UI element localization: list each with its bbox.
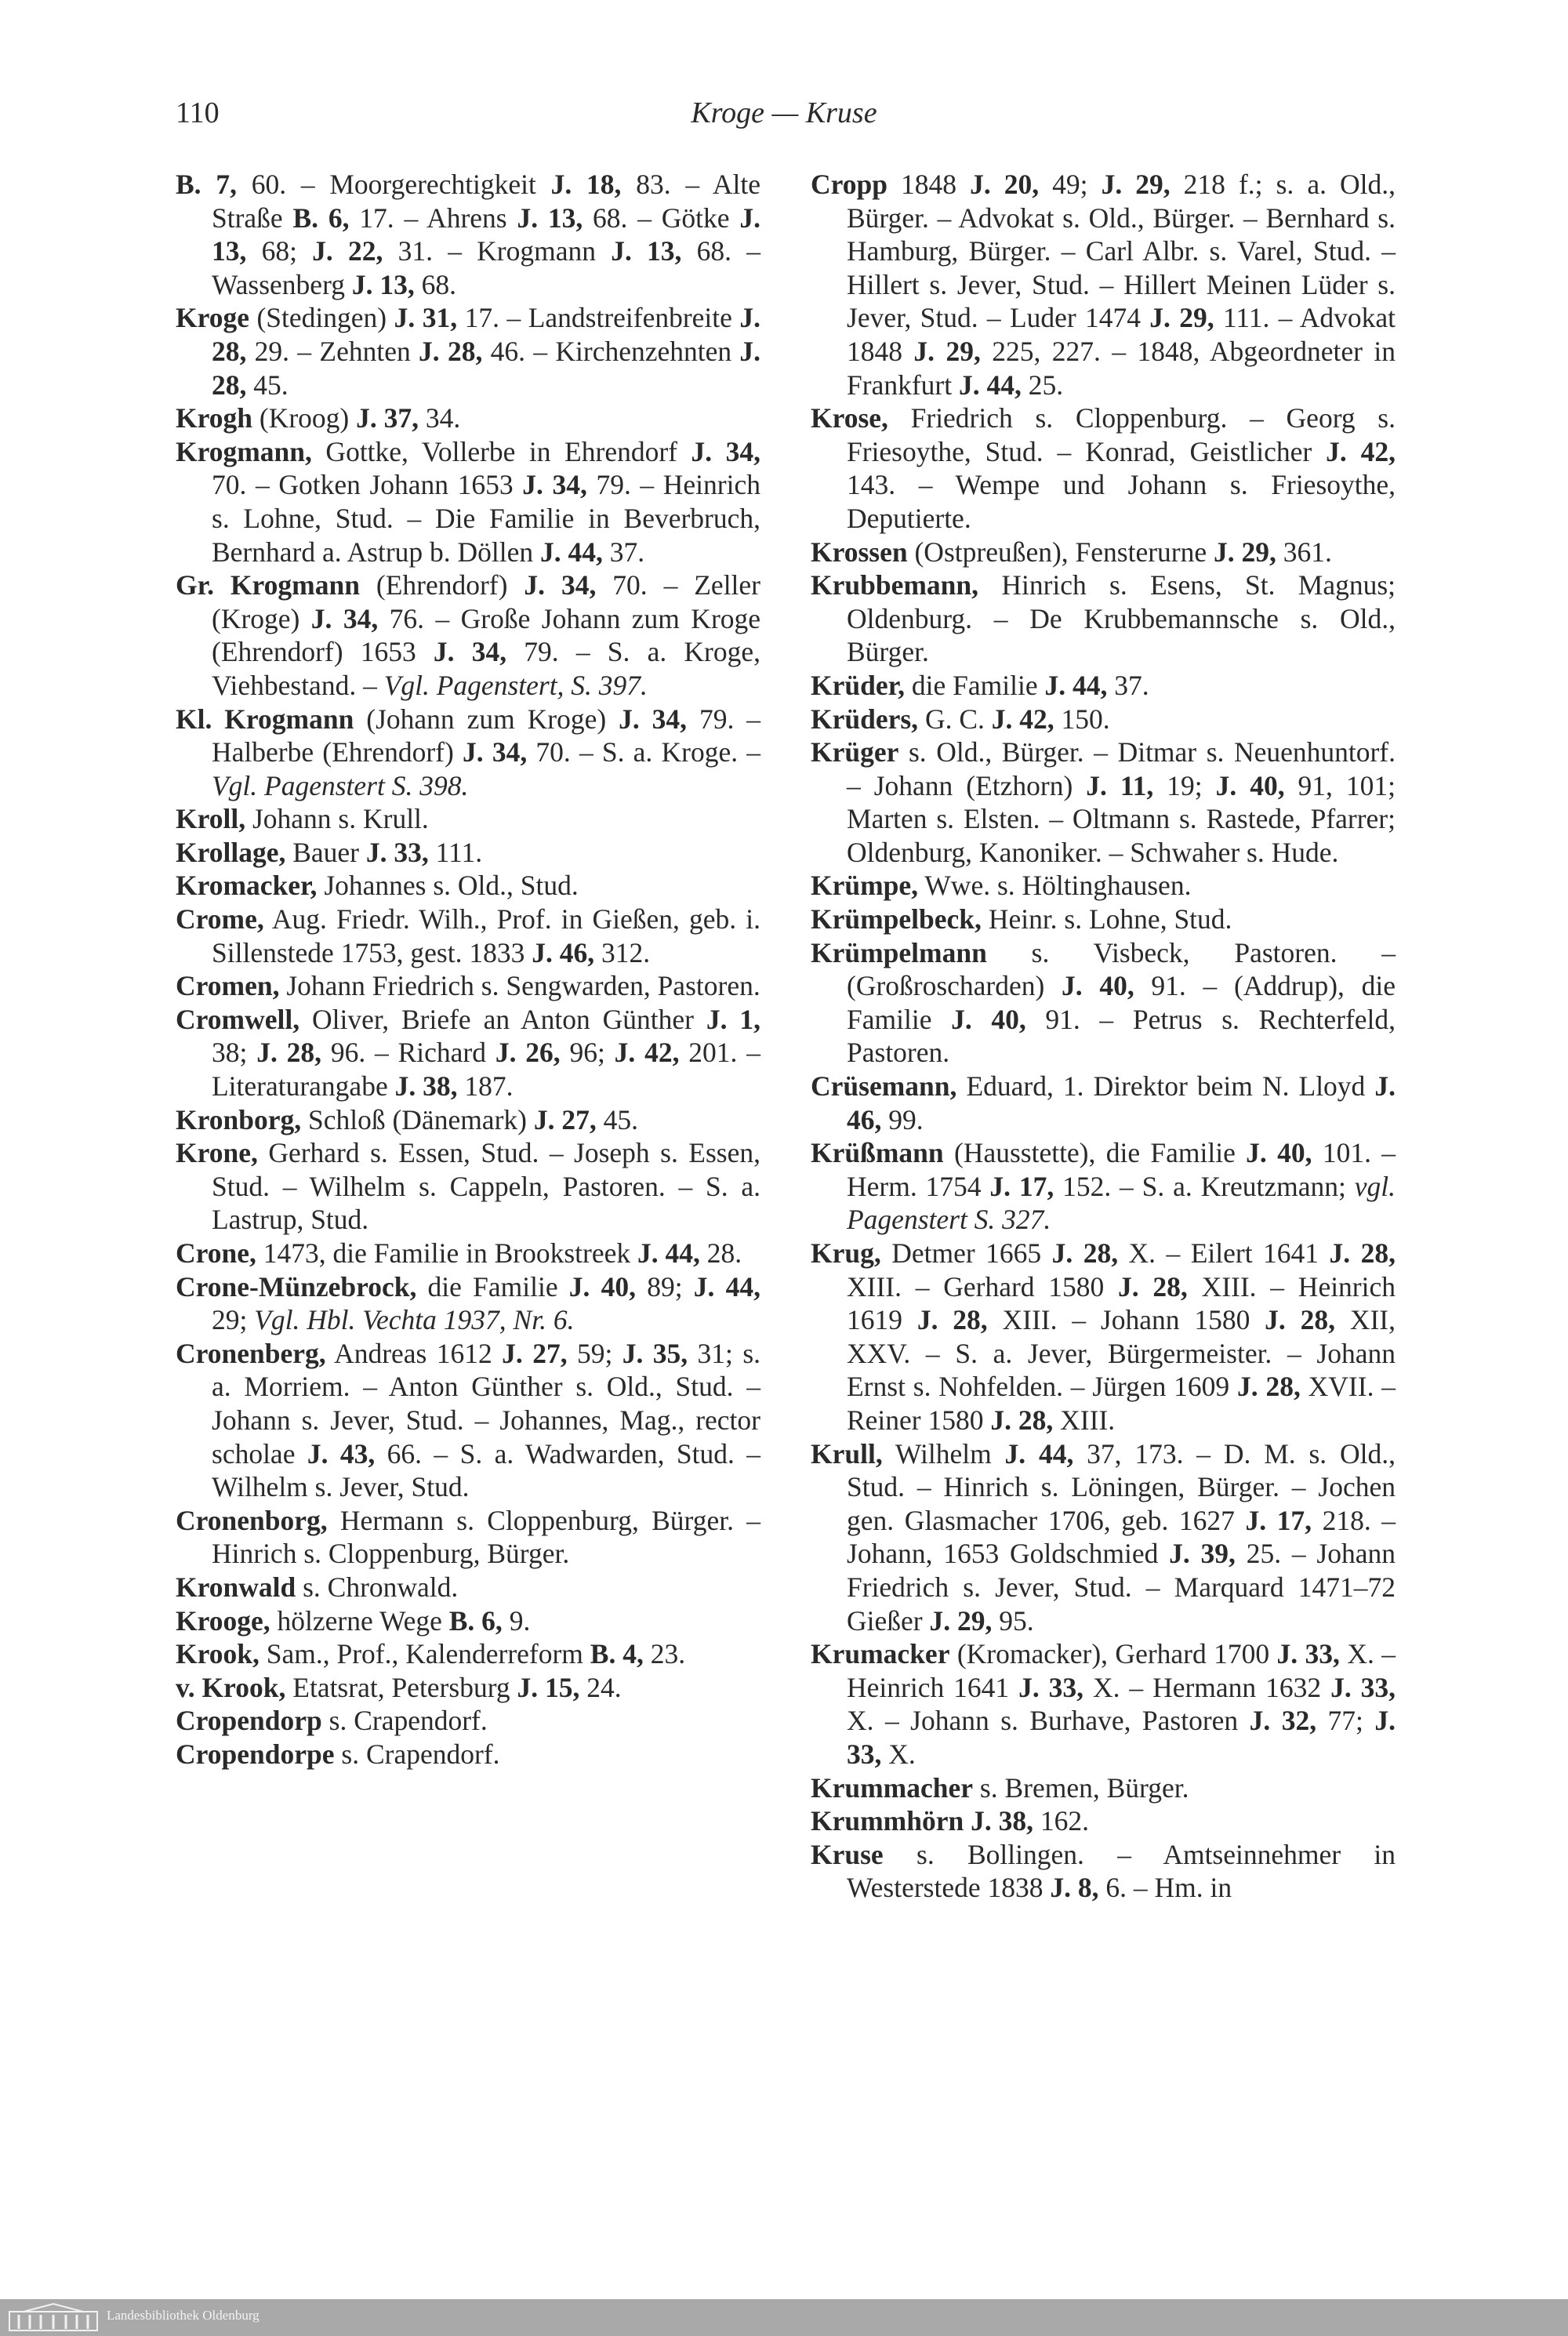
entry-text: XII, XXV. – S. a. Jever, Bürgermeister. – Johann Ernst s. Nohfelden. – Jürgen 1609 <box>847 1304 1396 1403</box>
entry-keyword: J. 46, <box>847 1070 1396 1135</box>
index-entry <box>811 903 1396 936</box>
entry-keyword: J. 40, <box>1215 769 1285 801</box>
entry-text: 218. – Johann, 1653 Goldschmied <box>847 1504 1396 1570</box>
entry-text: Gerhard s. Essen, Stud. – Joseph s. Essen, Stud. – Wilhelm s. Cappeln, Pastoren. – S. a. Lastrup, Stud. <box>212 1137 760 1236</box>
index-column-left <box>176 168 760 1771</box>
index-entry <box>176 435 760 569</box>
entry-keyword: J. 20, <box>970 169 1040 200</box>
entry-keyword: Krossen <box>811 536 908 568</box>
entry-text: 31. – Krogmann <box>383 235 612 267</box>
entry-keyword: J. 28, <box>212 335 761 401</box>
entry-keyword: J. 28, <box>256 1037 322 1069</box>
entry-keyword: Kronborg, <box>176 1103 302 1135</box>
entry-text: 34. <box>418 402 461 434</box>
index-entry <box>176 401 760 435</box>
entry-text: 150. <box>1054 703 1110 735</box>
entry-keyword: Kruse <box>811 1838 884 1870</box>
entry-keyword: J. 42, <box>614 1037 680 1069</box>
entry-keyword: Crüsemann, <box>811 1070 957 1103</box>
index-entry <box>811 1637 1396 1771</box>
entry-text: 68. – Götke <box>583 202 740 234</box>
index-entry <box>176 1003 760 1103</box>
entry-text: Hinrich s. Esens, St. Magnus; Oldenburg. – De Krubbemannsche s. Old., Bürger. <box>847 569 1396 668</box>
entry-text: 45. <box>246 369 289 401</box>
entry-keyword: B. 4, <box>590 1638 644 1670</box>
entry-keyword: B. 6, <box>448 1604 503 1637</box>
entry-keyword: Krook, <box>176 1638 260 1670</box>
entry-text: 79. – S. a. Kroge, Viehbestand. – <box>212 636 760 701</box>
entry-keyword: Cropp <box>811 169 887 200</box>
index-entry <box>811 1804 1396 1838</box>
entry-keyword: Krümpe, <box>811 870 919 902</box>
entry-text: 37. <box>602 536 645 568</box>
entry-text: 9. <box>502 1604 531 1637</box>
entry-text: 101. – Herm. 1754 <box>847 1137 1396 1202</box>
entry-keyword: J. 33, <box>847 1705 1396 1770</box>
entry-text: 68. – Wassenberg <box>212 235 760 300</box>
entry-text: 162. <box>1033 1805 1089 1837</box>
entry-keyword: J. 42, <box>991 703 1054 735</box>
entry-keyword: J. 28, <box>419 335 483 367</box>
index-entry <box>176 1136 760 1237</box>
page-number: 110 <box>176 96 220 129</box>
entry-text: G. C. <box>918 703 992 735</box>
entry-keyword: J. 40, <box>1246 1137 1312 1169</box>
entry-keyword: Cropendorp <box>176 1705 322 1737</box>
entry-keyword: J. 15, <box>517 1671 580 1703</box>
index-entry <box>176 569 760 702</box>
entry-keyword: J. 13, <box>351 268 415 300</box>
index-entry <box>176 1637 760 1671</box>
entry-text: 68; <box>246 235 313 267</box>
entry-keyword: J. 34, <box>522 469 587 501</box>
entry-text: 17. – Landstreifenbreite <box>457 302 740 334</box>
entry-keyword: J. 28, <box>1051 1237 1119 1269</box>
entry-keyword: J. 26, <box>495 1037 561 1069</box>
entry-keyword: J. 29, <box>1149 302 1214 334</box>
entry-keyword: Krüders, <box>811 703 919 735</box>
entry-keyword: J. 33, <box>1018 1671 1084 1703</box>
entry-keyword: J. 44, <box>1044 669 1108 701</box>
running-head: Kroge — Kruse <box>691 96 877 129</box>
entry-text: Wwe. s. Höltinghausen. <box>918 870 1192 902</box>
entry-keyword: J. 44, <box>540 536 603 568</box>
entry-text: 89; <box>636 1270 694 1302</box>
entry-keyword: Kl. Krogmann <box>176 703 354 735</box>
entry-keyword: Cromwell, <box>176 1003 300 1035</box>
entry-text: 60. – Moorgerechtigkeit <box>236 169 551 200</box>
entry-keyword: J. 28, <box>1329 1237 1396 1269</box>
entry-text: 79. – Heinrich s. Lohne, Stud. – Die Familie in Beverbruch, Bernhard a. Astrup b. Döllen <box>212 469 760 568</box>
entry-text: X. – Heinrich 1641 <box>847 1638 1396 1703</box>
entry-text: die Familie <box>905 669 1045 701</box>
entry-text: (Kromacker), Gerhard 1700 <box>949 1638 1277 1670</box>
index-entry <box>811 1838 1396 1905</box>
entry-keyword: J. 22, <box>312 235 383 267</box>
index-entry <box>811 1070 1396 1136</box>
index-entry <box>811 1136 1396 1237</box>
entry-text: Sam., Prof., Kalenderreform <box>259 1638 590 1670</box>
entry-text: 19; <box>1153 769 1216 801</box>
entry-keyword: J. 29, <box>929 1604 993 1637</box>
entry-keyword: Krümpelbeck, <box>811 903 982 935</box>
entry-keyword: J. 34, <box>310 602 379 634</box>
entry-keyword: J. 44, <box>1004 1437 1074 1470</box>
entry-keyword: v. Krook, <box>176 1671 286 1703</box>
entry-keyword: B. 7, <box>176 169 237 200</box>
entry-keyword: Krummacher <box>811 1771 974 1804</box>
entry-text: X. – Eilert 1641 <box>1118 1237 1330 1269</box>
index-entry <box>176 1571 760 1604</box>
entry-text: 70. – S. a. Kroge. – <box>527 736 761 768</box>
entry-text: s. Crapendorf. <box>334 1738 500 1770</box>
entry-text: 96. – Richard <box>321 1037 495 1069</box>
index-entry <box>176 903 760 969</box>
entry-reference-note: Vgl. Hbl. Vechta 1937, Nr. 6. <box>254 1304 575 1336</box>
entry-text: 70. – Zeller (Kroge) <box>212 569 760 634</box>
entry-keyword: J. 33, <box>1330 1671 1396 1703</box>
entry-text: X. – Johann s. Burhave, Pastoren <box>847 1705 1250 1737</box>
entry-text: 70. – Gotken Johann 1653 <box>212 469 523 501</box>
entry-keyword: J. 29, <box>913 335 981 367</box>
entry-text: 49; <box>1039 169 1102 200</box>
entry-keyword: J. 8, <box>1050 1872 1099 1904</box>
entry-text: Gottke, Vollerbe in Ehrendorf <box>311 435 691 467</box>
entry-text: XIII. – Heinrich 1619 <box>847 1270 1396 1336</box>
entry-text: 29; <box>212 1304 255 1336</box>
entry-text: 111. <box>428 836 483 868</box>
entry-keyword: J. 46, <box>532 936 595 968</box>
entry-keyword: Krug, <box>811 1237 881 1269</box>
entry-keyword: J. 33, <box>365 836 429 868</box>
entry-keyword: Cromen, <box>176 970 280 1002</box>
entry-text: s. Bremen, Bürger. <box>973 1771 1189 1804</box>
entry-text: 79. – Halberbe (Ehrendorf) <box>212 703 761 768</box>
entry-keyword: Cronenberg, <box>176 1337 326 1369</box>
index-entry <box>811 536 1396 569</box>
index-entry <box>811 1771 1396 1805</box>
index-entry <box>811 869 1396 903</box>
entry-keyword: J. 13, <box>517 202 583 234</box>
entry-text: 29. – Zehnten <box>246 335 419 367</box>
entry-keyword: Krull, <box>811 1437 883 1470</box>
entry-keyword: J. 34, <box>463 736 528 768</box>
entry-text: 143. – Wempe und Johann s. Friesoythe, Deputierte. <box>847 469 1396 534</box>
entry-text: 25. – Johann Friedrich s. Jever, Stud. – Marquard 1471–72 Gießer <box>847 1538 1396 1637</box>
index-entry <box>176 1604 760 1638</box>
footer-bar <box>0 2299 1568 2336</box>
index-entry <box>811 569 1396 669</box>
entry-text: X. – Hermann 1632 <box>1083 1671 1331 1703</box>
entry-text: hölzerne Wege <box>270 1604 449 1637</box>
index-entry <box>811 736 1396 869</box>
entry-keyword: J. 28, <box>990 1404 1054 1436</box>
entry-keyword: Krone, <box>176 1137 258 1169</box>
entry-keyword: Gr. Krogmann <box>176 569 360 601</box>
entry-keyword: J. 13, <box>611 235 682 267</box>
entry-keyword: J. 17, <box>1245 1504 1312 1536</box>
entry-text: 83. – Alte Straße <box>212 169 761 234</box>
entry-keyword: J. 40, <box>568 1270 636 1302</box>
entry-text: (Ehrendorf) <box>359 569 524 601</box>
index-entry <box>176 703 760 803</box>
entry-text: 91. – Petrus s. Rechterfeld, Pastoren. <box>847 1003 1396 1069</box>
entry-keyword: J. 33, <box>1276 1638 1340 1670</box>
entry-keyword: Krollage, <box>176 836 286 868</box>
entry-keyword: J. 28, <box>212 302 761 367</box>
entry-keyword: Krumacker <box>811 1638 950 1670</box>
entry-text: Hermann s. Cloppenburg, Bürger. – Hinrich s. Cloppenburg, Bürger. <box>212 1504 760 1570</box>
entry-keyword: Cropendorpe <box>176 1738 335 1770</box>
entry-keyword: J. 32, <box>1249 1705 1317 1737</box>
page-header <box>176 96 1392 143</box>
entry-text: (Kroog) <box>252 402 357 434</box>
index-entry <box>811 936 1396 1070</box>
entry-keyword: J. 31, <box>394 302 458 334</box>
entry-text: 218 f.; s. a. Old., Bürger. – Advokat s. Old., Bürger. – Bernhard s. Hamburg, Bürger. – Carl Albr. s. Varel, Stud. – Hillert s. Jever, Stud. – Hillert Meinen Lüder s. Jever, Stud. – Luder 1474 <box>847 169 1396 334</box>
entry-text: 312. <box>594 936 651 968</box>
index-entry <box>811 168 1396 401</box>
entry-keyword: J. 1, <box>706 1003 760 1035</box>
index-entry <box>176 1103 760 1137</box>
entry-text: 37, 173. – D. M. s. Old., Stud. – Hinrich s. Löningen, Bürger. – Jochen gen. Glasmacher 1706, geb. 1627 <box>847 1437 1396 1536</box>
entry-text: 187. <box>457 1070 514 1103</box>
entry-text: Detmer 1665 <box>880 1237 1052 1269</box>
entry-keyword: J. 34, <box>619 703 688 735</box>
entry-keyword: Krummhörn J. 38, <box>811 1805 1033 1837</box>
entry-keyword: J. 28, <box>1265 1304 1336 1336</box>
entry-keyword: J. 44, <box>637 1237 700 1269</box>
entry-keyword: J. 18, <box>550 169 622 200</box>
entry-keyword: J. 42, <box>1326 435 1396 467</box>
entry-text: 95. <box>992 1604 1034 1637</box>
index-entry <box>176 168 760 301</box>
entry-text: Johann Friedrich s. Sengwarden, Pastoren. <box>279 970 760 1002</box>
entry-text: 152. – S. a. Kreutzmann; <box>1054 1170 1355 1202</box>
entry-text: Johannes s. Old., Stud. <box>317 870 579 902</box>
entry-text: XVII. – Reiner 1580 <box>847 1371 1396 1436</box>
entry-text: X. <box>881 1738 916 1770</box>
entry-keyword: J. 28, <box>916 1304 988 1336</box>
index-entry <box>811 401 1396 535</box>
entry-text: s. Old., Bürger. – Ditmar s. Neuenhuntorf. – Johann (Etzhorn) <box>847 736 1396 801</box>
entry-keyword: J. 37, <box>356 402 419 434</box>
index-entry <box>176 301 760 401</box>
entry-text: 225, 227. – 1848, Abgeordneter in Frankfurt <box>847 335 1396 401</box>
entry-reference-note: vgl. Pagenstert S. 327. <box>847 1170 1396 1236</box>
entry-keyword: Krümpelmann <box>811 936 987 968</box>
entry-keyword: Kronwald <box>176 1571 296 1603</box>
entry-keyword: J. 40, <box>1062 970 1134 1002</box>
entry-keyword: J. 34, <box>433 636 507 668</box>
entry-keyword: Cronenborg, <box>176 1504 328 1536</box>
entry-keyword: Kromacker, <box>176 870 318 902</box>
entry-text: 46. – Kirchenzehnten <box>482 335 740 367</box>
entry-keyword: Crome, <box>176 903 264 935</box>
entry-text: 45. <box>596 1103 638 1135</box>
entry-text: 25. <box>1021 369 1064 401</box>
entry-keyword: J. 38, <box>394 1070 458 1103</box>
entry-keyword: Kroll, <box>176 803 246 835</box>
entry-keyword: Kroge <box>176 302 249 334</box>
index-entry <box>811 703 1396 736</box>
entry-keyword: Krüger <box>811 736 899 768</box>
entry-keyword: Krogmann, <box>176 435 312 467</box>
entry-text: Johann s. Krull. <box>245 803 429 835</box>
entry-keyword: J. 28, <box>1118 1270 1188 1302</box>
entry-keyword: Krose, <box>811 402 888 434</box>
entry-keyword: Krooge, <box>176 1604 270 1637</box>
index-entry <box>811 1437 1396 1638</box>
index-entry <box>176 1337 760 1504</box>
entry-text: Friedrich s. Cloppenburg. – Georg s. Friesoythe, Stud. – Konrad, Geistlicher <box>847 402 1396 467</box>
entry-keyword: J. 17, <box>989 1170 1054 1202</box>
entry-keyword: J. 40, <box>951 1003 1026 1035</box>
entry-keyword: Krüder, <box>811 669 905 701</box>
entry-text: Bauer <box>285 836 366 868</box>
entry-text: XIII. <box>1053 1404 1116 1436</box>
entry-keyword: J. 11, <box>1086 769 1154 801</box>
index-entry <box>176 1237 760 1270</box>
entry-text: 23. <box>643 1638 686 1670</box>
entry-text: Heinr. s. Lohne, Stud. <box>981 903 1232 935</box>
entry-text: 1848 <box>887 169 971 200</box>
index-entry <box>176 1738 760 1771</box>
index-entry <box>176 1504 760 1571</box>
entry-text: 6. – Hm. in <box>1098 1872 1232 1904</box>
index-entry <box>176 1270 760 1337</box>
entry-keyword: Krubbemann, <box>811 569 979 601</box>
index-entry <box>811 1237 1396 1437</box>
entry-keyword: Crone-Münzebrock, <box>176 1270 417 1302</box>
entry-text: 24. <box>579 1671 622 1703</box>
entry-text: Etatsrat, Petersburg <box>285 1671 517 1703</box>
entry-keyword: J. 34, <box>524 569 597 601</box>
entry-text: s. Visbeck, Pastoren. – (Großroscharden) <box>847 936 1396 1002</box>
entry-reference-note: Vgl. Pagenstert S. 398. <box>212 769 469 801</box>
entry-text: s. Bollingen. – Amtseinnehmer in Westerstede 1838 <box>847 1838 1396 1904</box>
entry-text: 111. – Advokat 1848 <box>847 302 1396 367</box>
entry-text: s. Chronwald. <box>296 1571 459 1603</box>
entry-text: (Ostpreußen), Fensterurne <box>907 536 1214 568</box>
entry-text: 38; <box>212 1037 257 1069</box>
entry-text: (Stedingen) <box>249 302 394 334</box>
entry-keyword: J. 27, <box>533 1103 597 1135</box>
entry-text: 91. – (Addrup), die Familie <box>847 970 1396 1035</box>
library-name: Landesbibliothek Oldenburg <box>107 2308 260 2323</box>
entry-text: 99. <box>881 1103 924 1135</box>
entry-keyword: B. 6, <box>292 202 350 234</box>
library-building-icon <box>8 2302 99 2332</box>
entry-text: 76. – Große Johann zum Kroge (Ehrendorf) 1653 <box>212 602 761 668</box>
entry-keyword: J. 13, <box>212 202 760 267</box>
entry-keyword: J. 35, <box>622 1337 688 1369</box>
index-entry <box>176 969 760 1003</box>
entry-keyword: J. 34, <box>691 435 760 467</box>
entry-text: die Familie <box>416 1270 569 1302</box>
entry-keyword: J. 44, <box>693 1270 760 1302</box>
entry-text: 28. <box>699 1237 742 1269</box>
entry-text: 96; <box>560 1037 615 1069</box>
entry-keyword: J. 29, <box>1101 169 1171 200</box>
index-column-right <box>811 168 1396 1905</box>
entry-keyword: J. 27, <box>502 1337 568 1369</box>
entry-text: s. Crapendorf. <box>321 1705 488 1737</box>
entry-text: 91, 101; Marten s. Elsten. – Oltmann s. Rastede, Pfarrer; Oldenburg, Kanoniker. – Schwaher s. Hude. <box>847 769 1396 868</box>
index-entry <box>176 802 760 836</box>
entry-keyword: Krüßmann <box>811 1137 944 1169</box>
entry-reference-note: Vgl. Pagenstert, S. 397. <box>383 669 648 701</box>
entry-text: Aug. Friedr. Wilh., Prof. in Gießen, geb. i. Sillenstede 1753, gest. 1833 <box>212 903 760 968</box>
index-entry <box>176 869 760 903</box>
entry-text: 37. <box>1107 669 1149 701</box>
entry-text: Eduard, 1. Direktor beim N. Lloyd <box>956 1070 1375 1103</box>
entry-text: Andreas 1612 <box>325 1337 503 1369</box>
index-entry <box>811 669 1396 703</box>
entry-keyword: Krogh <box>176 402 252 434</box>
entry-text: 17. – Ahrens <box>349 202 517 234</box>
entry-keyword: J. 43, <box>307 1437 376 1470</box>
entry-text: 361. <box>1276 536 1332 568</box>
index-entry <box>176 1671 760 1705</box>
index-entry <box>176 836 760 870</box>
entry-text: 59; <box>567 1337 622 1369</box>
entry-text: XIII. – Johann 1580 <box>987 1304 1265 1336</box>
entry-keyword: J. 44, <box>958 369 1022 401</box>
entry-keyword: J. 39, <box>1169 1538 1236 1570</box>
index-entry <box>176 1704 760 1738</box>
entry-text: 201. – Literaturangabe <box>212 1037 761 1103</box>
entry-text: XIII. – Gerhard 1580 <box>847 1270 1119 1302</box>
entry-keyword: J. 29, <box>1214 536 1276 568</box>
entry-text: Oliver, Briefe an Anton Günther <box>299 1003 706 1035</box>
entry-text: 66. – S. a. Wadwarden, Stud. – Wilhelm s. Jever, Stud. <box>212 1437 761 1503</box>
entry-keyword: Crone, <box>176 1237 256 1269</box>
entry-text: (Johann zum Kroge) <box>354 703 619 735</box>
entry-text: 1473, die Familie in Brookstreek <box>256 1237 637 1269</box>
entry-text: 68. <box>414 268 456 300</box>
entry-keyword: J. 28, <box>1237 1371 1301 1403</box>
entry-text: Wilhelm <box>882 1437 1005 1470</box>
entry-text: Schloß (Dänemark) <box>301 1103 534 1135</box>
entry-text: 31; s. a. Morriem. – Anton Günther s. Old., Stud. – Johann s. Jever, Stud. – Johannes, Mag., rector scholae <box>212 1337 761 1470</box>
entry-text: 77; <box>1316 1705 1375 1737</box>
entry-text: (Hausstette), die Familie <box>943 1137 1247 1169</box>
